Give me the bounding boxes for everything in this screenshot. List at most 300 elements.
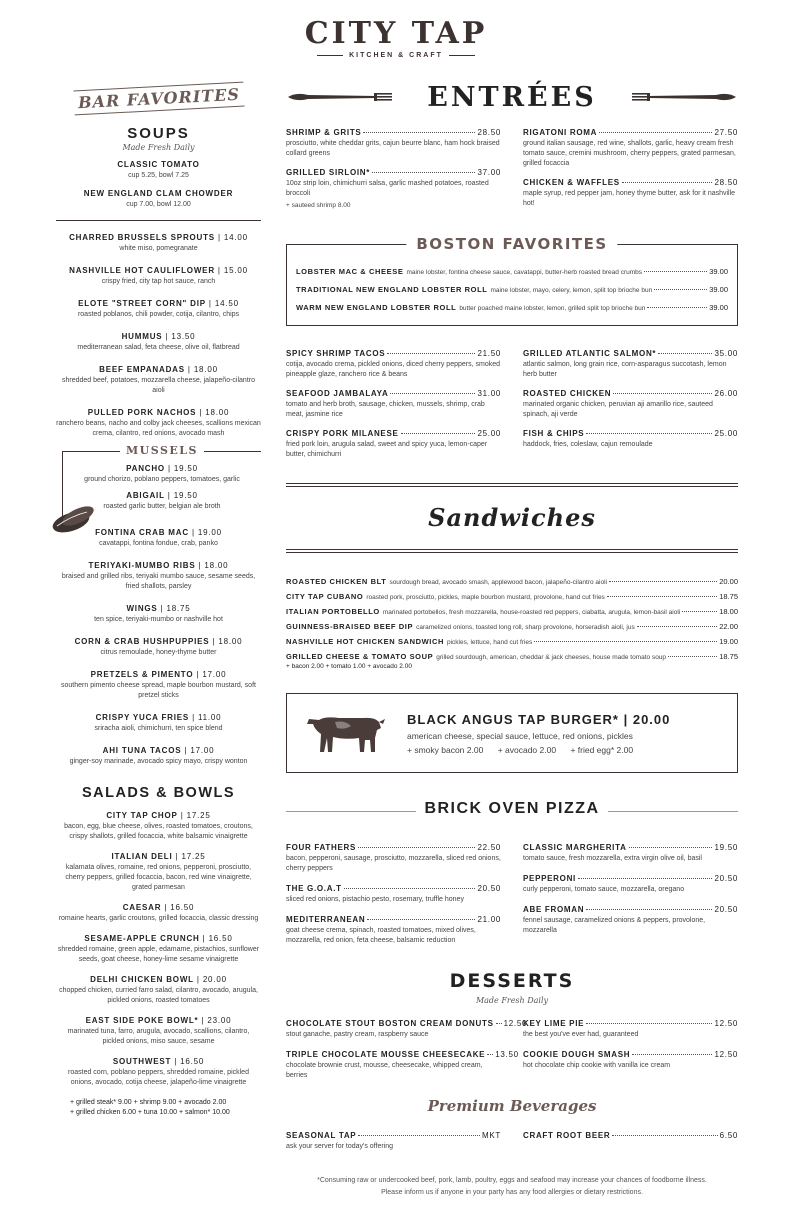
burger-description: american cheese, special sauce, lettuce, red onions, pickles (407, 731, 633, 741)
item-name-line (523, 429, 738, 438)
item-name-line (286, 1019, 528, 1028)
item-name (56, 975, 261, 984)
item-name: PEPPERONI (523, 874, 576, 883)
price-separator: | (184, 365, 194, 374)
item-price: 22.50 (477, 843, 501, 852)
item-name-line (523, 349, 738, 358)
price-separator: | (214, 233, 224, 242)
item-name (56, 365, 261, 374)
menu-row (286, 577, 738, 586)
item-price: 12.50 (503, 1019, 528, 1028)
item-name: NASHVILLE HOT CHICKEN SANDWICH (286, 637, 444, 646)
menu-item (286, 1131, 501, 1152)
item-price: 39.00 (709, 303, 728, 312)
item-name (56, 811, 261, 820)
dot-leader (599, 132, 712, 133)
item-name-text: CORN & CRAB HUSHPUPPIES (74, 637, 210, 646)
burger-option: + avocado 2.00 (497, 745, 557, 755)
item-price: MKT (482, 1131, 501, 1140)
item-description: sliced red onions, pistachio pesto, rosemary, truffle honey (286, 896, 464, 903)
item-price: 18.00 (205, 408, 230, 417)
item-price: 14.50 (214, 299, 239, 308)
item-price: 16.50 (180, 1057, 205, 1066)
price-separator: | (164, 464, 174, 473)
item-name: GRILLED ATLANTIC SALMON* (523, 349, 657, 358)
price-separator: | (193, 670, 203, 679)
desserts-column (523, 1019, 738, 1091)
dot-leader (578, 878, 712, 879)
item-name-text: PULLED PORK NACHOS (87, 408, 197, 417)
item-name: FOUR FATHERS (286, 843, 357, 852)
price-separator: | (181, 746, 191, 755)
entrees-title: ENTRÉES (427, 82, 597, 113)
item-price: 17.00 (190, 746, 215, 755)
list-item (56, 670, 261, 701)
item-price: 21.00 (477, 915, 501, 924)
item-name: LOBSTER MAC & CHEESE (296, 267, 404, 276)
item-description: bacon, egg, blue cheese, olives, roasted tomatoes, croutons, crispy shallots, grilled focaccia, white balsamic vinaigrette (64, 823, 253, 840)
item-price: 27.50 (714, 128, 738, 137)
item-description: crispy fried, city tap hot sauce, ranch (101, 278, 216, 285)
item-price: 39.00 (709, 285, 728, 294)
item-name (56, 299, 261, 308)
item-name: CHICKEN & WAFFLES (523, 178, 620, 187)
item-name (63, 491, 261, 500)
mussels-section (62, 444, 261, 516)
item-price: 31.00 (477, 389, 501, 398)
bar-favorites-column (56, 80, 261, 1118)
price-separator: | (164, 491, 174, 500)
item-name-line (523, 128, 738, 137)
menu-row (296, 267, 728, 276)
dot-leader (609, 581, 717, 582)
item-price: 13.50 (495, 1050, 519, 1059)
item-name: SEASONAL TAP (286, 1131, 357, 1140)
menu-row (296, 303, 728, 312)
item-description: stout ganache, pastry cream, raspberry sauce (286, 1031, 429, 1038)
list-item (56, 189, 261, 210)
item-price: 20.50 (477, 884, 501, 893)
item-price: 18.75 (166, 604, 191, 613)
item-description: cup 7.00, bowl 12.00 (126, 201, 191, 208)
burger-box (286, 693, 738, 773)
double-rule (286, 483, 738, 487)
item-name: CITY TAP CUBANO (286, 592, 364, 601)
item-name: SPICY SHRIMP TACOS (286, 349, 386, 358)
item-price: 28.50 (714, 178, 738, 187)
item-price: 18.00 (193, 365, 218, 374)
item-name (56, 160, 261, 169)
item-price: 18.75 (719, 592, 738, 601)
burger-title: BLACK ANGUS TAP BURGER* | 20.00 (407, 712, 671, 727)
price-separator: | (209, 637, 219, 646)
item-name-line (523, 389, 738, 398)
item-description: cup 5.25, bowl 7.25 (128, 172, 189, 179)
mains-column (286, 349, 501, 469)
item-description: fried pork loin, arugula salad, sweet and spicy yuca, lemon-caper butter, chimichurri (286, 441, 488, 458)
item-name (56, 233, 261, 242)
list-item (56, 604, 261, 625)
dot-leader (367, 919, 475, 920)
item-price: 19.00 (197, 528, 222, 537)
item-name (56, 189, 261, 198)
item-description: prosciutto, white cheddar grits, cajun beurre blanc, ham hock braised collard greens (286, 140, 500, 157)
item-description: maine lobster, mayo, celery, lemon, split top brioche bun (490, 287, 653, 294)
menu-item (523, 178, 738, 209)
item-name: CRAFT ROOT BEER (523, 1131, 611, 1140)
dot-leader (363, 132, 475, 133)
sandwiches-title: Sandwiches (428, 503, 596, 532)
item-description: roasted pork, prosciutto, pickles, maple bourbon mustard, provolone, hand cut fries (366, 594, 605, 601)
item-name (56, 561, 261, 570)
sandwich-addons: + bacon 2.00 + tomato 1.00 + avocado 2.00 (286, 663, 412, 670)
dot-leader (658, 353, 712, 354)
list-item (56, 934, 261, 965)
menu-item (286, 1019, 528, 1040)
item-name-text: ELOTE "STREET CORN" DIP (78, 299, 206, 308)
item-description: fennel sausage, caramelized onions & peppers, provolone, mozzarella (523, 917, 706, 934)
item-name-text: SESAME-APPLE CRUNCH (84, 934, 200, 943)
item-name-line (286, 1050, 519, 1059)
entrees-section (286, 128, 738, 220)
item-name-text: EAST SIDE POKE BOWL* (85, 1016, 199, 1025)
item-price: 20.00 (202, 975, 227, 984)
beverages-title: Premium Beverages (427, 1097, 597, 1115)
dot-leader (586, 433, 712, 434)
menu-item (523, 349, 738, 380)
item-description: butter poached maine lobster, lemon, grilled split top brioche bun (459, 305, 646, 312)
item-name: CLASSIC MARGHERITA (523, 843, 627, 852)
item-name (56, 604, 261, 613)
menu-item (286, 389, 501, 420)
item-name: RIGATONI ROMA (523, 128, 598, 137)
item-price: 16.50 (170, 903, 195, 912)
item-name-line (523, 1131, 738, 1140)
item-name: MEDITERRANEAN (286, 915, 366, 924)
mains-section (286, 349, 738, 469)
item-name-line (286, 349, 501, 358)
soups-subtitle: Made Fresh Daily (122, 143, 195, 152)
item-name-line (286, 884, 501, 893)
burger-option: + smoky bacon 2.00 (407, 745, 484, 755)
item-description: grilled sourdough, american, cheddar & jack cheeses, house made tomato soup (436, 654, 667, 661)
restaurant-logo (0, 16, 792, 59)
price-separator: | (195, 561, 205, 570)
dot-leader (607, 596, 717, 597)
list-item (56, 266, 261, 287)
menu-item (286, 168, 501, 211)
item-description: marinated organic chicken, peruvian aji amarillo rice, sauteed spinach, aji verde (523, 401, 713, 418)
item-price: 17.25 (181, 852, 206, 861)
item-name-text: TERIYAKI-MUMBO RIBS (88, 561, 196, 570)
item-price: 12.50 (714, 1019, 738, 1028)
item-name-line (523, 874, 738, 883)
item-name (56, 1057, 261, 1066)
item-name: TRADITIONAL NEW ENGLAND LOBSTER ROLL (296, 285, 488, 294)
dot-leader (586, 909, 712, 910)
item-description: ginger-soy marinade, avocado spicy mayo, crispy wonton (69, 758, 248, 765)
entrees-header (286, 80, 738, 116)
allergy-footnote (286, 1175, 738, 1199)
fork-icon (630, 90, 738, 104)
item-name: GUINNESS-BRAISED BEEF DIP (286, 622, 414, 631)
item-name-text: ABIGAIL (126, 491, 165, 500)
list-item (56, 365, 261, 396)
item-name (56, 332, 261, 341)
cow-icon (305, 710, 387, 756)
item-name: COOKIE DOUGH SMASH (523, 1050, 631, 1059)
dot-leader (612, 1135, 717, 1136)
salads-list (56, 811, 261, 1088)
item-price: 17.25 (186, 811, 211, 820)
item-description: bacon, pepperoni, sausage, prosciutto, mozzarella, sliced red onions, cherry peppers (286, 855, 501, 872)
list-item (56, 408, 261, 439)
item-name-text: HUMMUS (121, 332, 163, 341)
item-price: 22.00 (719, 622, 738, 631)
item-price: 25.00 (477, 429, 501, 438)
menu-item (523, 128, 738, 169)
item-name-line (523, 1050, 738, 1059)
dot-leader (387, 353, 475, 354)
item-name-line (286, 915, 501, 924)
boston-favorites-heading: BOSTON FAVORITES (406, 235, 617, 253)
list-item (56, 713, 261, 734)
item-name (56, 266, 261, 275)
item-price: 13.50 (171, 332, 196, 341)
bar-items-list-2 (56, 528, 261, 767)
item-description: shredded beef, potatoes, mozzarella cheese, jalapeño-cilantro aioli (61, 377, 255, 394)
item-description: roasted garlic butter, belgian ale broth (103, 503, 221, 510)
dot-leader (401, 433, 476, 434)
burger-option: + fried egg* 2.00 (570, 745, 634, 755)
item-name: ROASTED CHICKEN (523, 389, 612, 398)
item-name: CHOCOLATE STOUT BOSTON CREAM DONUTS (286, 1019, 494, 1028)
price-separator: | (161, 903, 171, 912)
salad-addons (56, 1098, 261, 1118)
item-description: chopped chicken, curried farro salad, cilantro, avocado, arugula, pickled onions, roasted tomatoes (59, 987, 258, 1004)
item-price: 14.00 (223, 233, 248, 242)
item-description: ten spice, teriyaki-mumbo or nashville hot (94, 616, 223, 623)
item-name (56, 934, 261, 943)
item-name-text: SOUTHWEST (112, 1057, 172, 1066)
dot-leader (637, 626, 718, 627)
salad-addon-line: + grilled chicken 6.00 + tuna 10.00 + salmon* 10.00 (70, 1109, 230, 1116)
item-name: SHRIMP & GRITS (286, 128, 362, 137)
dot-leader (496, 1023, 502, 1024)
item-price: 20.50 (714, 874, 738, 883)
boston-favorites-list (296, 267, 728, 321)
item-name-text: CLASSIC TOMATO (117, 160, 200, 169)
item-description: ground chorizo, poblano peppers, tomatoes, garlic (84, 476, 240, 483)
item-name (56, 408, 261, 417)
menu-item (523, 1131, 738, 1140)
item-name-line (286, 843, 501, 852)
item-price: 39.00 (709, 267, 728, 276)
item-price: 23.00 (207, 1016, 232, 1025)
logo-title: CITY TAP (304, 16, 488, 51)
list-item (56, 299, 261, 320)
item-price: 18.00 (218, 637, 243, 646)
menu-row (286, 607, 738, 616)
item-description: tomato and herb broth, sausage, chicken, mussels, shrimp, crab meat, jasmine rice (286, 401, 485, 418)
sandwiches-section (286, 577, 738, 670)
item-addon: + sauteed shrimp 8.00 (286, 202, 351, 209)
item-description: roasted corn, poblano peppers, shredded romaine, pickled onions, avocado, cotija cheese, jalapeño-lime vinaigrette (68, 1069, 249, 1086)
item-name-text: PRETZELS & PIMENTO (90, 670, 194, 679)
menu-item (523, 843, 738, 864)
item-name-line (286, 128, 501, 137)
menu-item (286, 128, 501, 159)
dot-leader (372, 172, 475, 173)
item-description: white miso, pomegranate (119, 245, 198, 252)
item-name: CRISPY PORK MILANESE (286, 429, 399, 438)
dot-leader (644, 271, 707, 272)
price-separator: | (198, 1016, 208, 1025)
item-description: kalamata olives, romaine, red onions, pepperoni, prosciutto, cherry peppers, grilled focaccia, bacon, red wine vinaigrette, grated parmesan (65, 864, 252, 891)
item-name: FISH & CHIPS (523, 429, 585, 438)
menu-item (523, 905, 738, 936)
item-name: WARM NEW ENGLAND LOBSTER ROLL (296, 303, 457, 312)
item-description: maple syrup, red pepper jam, honey thyme butter, ask for it nashville hot! (523, 190, 736, 207)
dot-leader (390, 393, 475, 394)
dot-leader (682, 611, 717, 612)
item-name-text: FONTINA CRAB MAC (95, 528, 189, 537)
dot-leader (358, 847, 475, 848)
beverages-column (523, 1131, 738, 1158)
item-description: cavatappi, fontina fondue, crab, panko (99, 540, 218, 547)
item-description: marinated tuna, farro, arugula, avocado, scallions, cilantro, pickled onions, miso sauce, sesame (67, 1028, 250, 1045)
divider (56, 220, 261, 221)
menu-item (523, 389, 738, 420)
item-name: ABE FROMAN (523, 905, 585, 914)
item-price: 16.50 (208, 934, 233, 943)
item-name (56, 1016, 261, 1025)
pizza-column (523, 843, 738, 956)
list-item (56, 975, 261, 1006)
soups-list (56, 160, 261, 210)
burger-options (407, 745, 633, 755)
menu-row (286, 652, 738, 661)
item-name: ROASTED CHICKEN BLT (286, 577, 387, 586)
item-description: southern pimento cheese spread, maple bourbon mustard, soft pretzel sticks (61, 682, 256, 699)
menu-item (523, 874, 738, 895)
dot-leader (632, 1054, 712, 1055)
list-item (56, 332, 261, 353)
item-description: goat cheese crema, spinach, roasted tomatoes, mixed olives, mozzarella, red onion, feta cheese, balsamic reduction (286, 927, 476, 944)
desserts-section (286, 1019, 738, 1091)
item-price: 26.00 (714, 389, 738, 398)
dot-leader (647, 307, 707, 308)
item-name (56, 746, 261, 755)
item-price: 20.00 (719, 577, 738, 586)
item-description: marinated portobellos, fresh mozzarella, house-roasted red peppers, ciabatta, arugula, lemon-basil aioli (382, 609, 681, 616)
price-separator: | (171, 1057, 181, 1066)
item-name: TRIPLE CHOCOLATE MOUSSE CHEESECAKE (286, 1050, 486, 1059)
item-description: romaine hearts, garlic croutons, grilled focaccia, classic dressing (58, 915, 259, 922)
item-price: 25.00 (714, 429, 738, 438)
dot-leader (358, 1135, 480, 1136)
price-separator: | (162, 332, 172, 341)
item-name: ITALIAN PORTOBELLO (286, 607, 380, 616)
item-name-text: CAESAR (122, 903, 162, 912)
item-price: 37.00 (477, 168, 501, 177)
item-price: 28.50 (477, 128, 501, 137)
item-name (56, 852, 261, 861)
list-item (56, 160, 261, 181)
item-name-line (523, 178, 738, 187)
price-separator: | (199, 934, 209, 943)
beverages-section (286, 1131, 738, 1158)
menu-item (523, 429, 738, 450)
item-name-line (286, 429, 501, 438)
item-name-text: CRISPY YUCA FRIES (95, 713, 190, 722)
desserts-title: DESSERTS (449, 970, 575, 992)
menu-row (296, 285, 728, 294)
item-price: 11.00 (197, 713, 222, 722)
list-item (56, 1057, 261, 1088)
item-description: sriracha aioli, chimichurri, ten spice blend (94, 725, 223, 732)
desserts-subtitle: Made Fresh Daily (475, 996, 549, 1005)
mussel-icon (51, 502, 97, 536)
mains-column (523, 349, 738, 469)
item-description: curly pepperoni, tomato sauce, mozzarella, oregano (523, 886, 685, 893)
dot-leader (668, 656, 717, 657)
double-rule (286, 549, 738, 553)
beverages-column (286, 1131, 501, 1158)
menu-item (286, 1050, 519, 1081)
desserts-column (286, 1019, 528, 1091)
dot-leader (344, 888, 476, 889)
item-name: SEAFOOD JAMBALAYA (286, 389, 389, 398)
item-name (63, 464, 261, 473)
item-description: citrus remoulade, honey-thyme butter (100, 649, 217, 656)
list-item (56, 233, 261, 254)
item-price: 18.00 (204, 561, 229, 570)
item-description: roasted poblanos, chili powder, cotija, cilantro, chips (77, 311, 240, 318)
salads-heading: SALADS & BOWLS (81, 785, 236, 801)
mussels-heading: MUSSELS (120, 444, 204, 457)
dot-leader (629, 847, 713, 848)
item-price: 18.75 (719, 652, 738, 661)
dot-leader (622, 182, 713, 183)
item-name-text: NEW ENGLAND CLAM CHOWDER (83, 189, 234, 198)
item-name: GRILLED SIRLOIN* (286, 168, 371, 177)
item-price: 19.50 (714, 843, 738, 852)
pizza-section (286, 843, 738, 956)
item-price: 21.50 (477, 349, 501, 358)
menu-row (286, 592, 738, 601)
item-name-line (286, 1131, 501, 1140)
item-description: tomato sauce, fresh mozzarella, extra virgin olive oil, basil (523, 855, 702, 862)
item-description: pickles, lettuce, hand cut fries (447, 639, 533, 646)
item-name-text: NASHVILLE HOT CAULIFLOWER (69, 266, 215, 275)
price-separator: | (196, 408, 206, 417)
item-price: 6.50 (719, 1131, 738, 1140)
item-price: 19.00 (719, 637, 738, 646)
price-separator: | (172, 852, 182, 861)
menu-row (286, 622, 738, 631)
entrees-column (286, 128, 501, 220)
item-description: ground italian sausage, red wine, shallots, garlic, heavy cream fresh tomato sauce, cremini mushroom, cherry peppers, grated parmesan, grilled focaccia (523, 140, 736, 167)
item-description: haddock, fries, coleslaw, cajun remoulade (523, 441, 653, 448)
price-separator: | (193, 975, 203, 984)
item-name-line (286, 168, 501, 177)
item-name-text: PANCHO (126, 464, 165, 473)
pizza-column (286, 843, 501, 956)
item-description: chocolate brownie crust, mousse, cheesecake, whipped cream, berries (286, 1062, 483, 1079)
sandwich-list (286, 577, 738, 661)
menu-item (286, 429, 501, 460)
